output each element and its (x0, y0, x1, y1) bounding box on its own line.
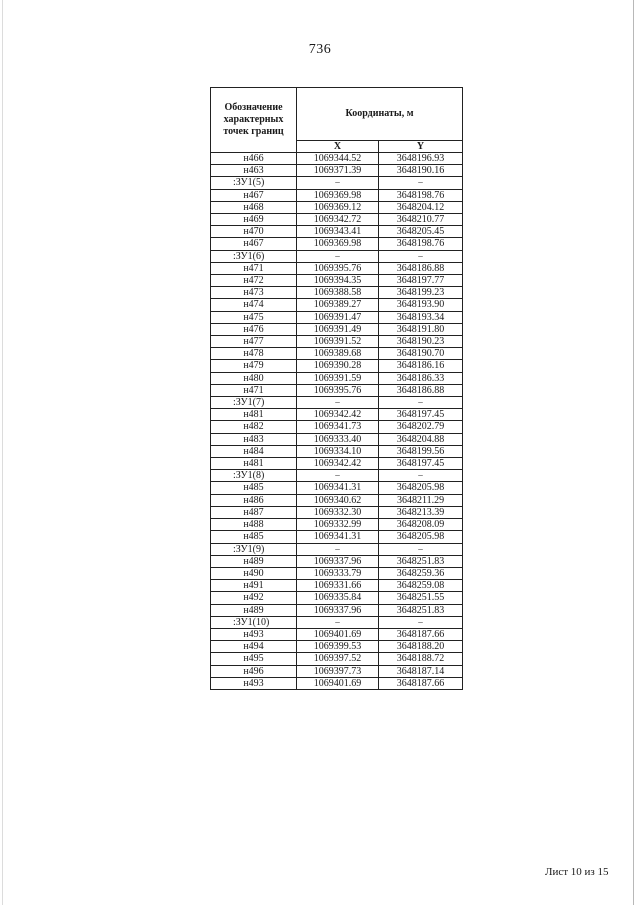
y-coordinate-cell: 3648187.14 (379, 665, 463, 677)
y-coordinate-cell: 3648198.76 (379, 238, 463, 250)
section-row (211, 177, 463, 189)
table-row (211, 653, 463, 665)
x-coordinate-cell: 1069343.41 (297, 226, 379, 238)
point-name-cell: н466 (211, 153, 297, 165)
point-name-cell: н470 (211, 226, 297, 238)
y-coordinate-cell: – (379, 616, 463, 628)
x-coordinate-cell: 1069391.52 (297, 336, 379, 348)
table-row (211, 421, 463, 433)
section-name-cell: :ЗУ1(9) (211, 543, 297, 555)
y-coordinate-cell: 3648196.93 (379, 153, 463, 165)
table-row (211, 189, 463, 201)
header-designation: Обозначение характерных точек границ (211, 88, 297, 153)
section-row (211, 397, 463, 409)
section-row (211, 250, 463, 262)
table-row (211, 214, 463, 226)
section-row (211, 616, 463, 628)
x-coordinate-cell: 1069390.28 (297, 360, 379, 372)
y-coordinate-cell: 3648259.08 (379, 580, 463, 592)
y-coordinate-cell: 3648186.33 (379, 372, 463, 384)
y-coordinate-cell: 3648208.09 (379, 519, 463, 531)
table-row (211, 299, 463, 311)
point-name-cell: н483 (211, 433, 297, 445)
table-row (211, 348, 463, 360)
point-name-cell: н471 (211, 384, 297, 396)
section-name-cell: :ЗУ1(7) (211, 397, 297, 409)
point-name-cell: н474 (211, 299, 297, 311)
x-coordinate-cell: – (297, 250, 379, 262)
table-row (211, 458, 463, 470)
point-name-cell: н492 (211, 592, 297, 604)
point-name-cell: н480 (211, 372, 297, 384)
point-name-cell: н467 (211, 189, 297, 201)
x-coordinate-cell: 1069369.98 (297, 189, 379, 201)
x-coordinate-cell: 1069395.76 (297, 384, 379, 396)
point-name-cell: н463 (211, 165, 297, 177)
x-coordinate-cell: 1069371.39 (297, 165, 379, 177)
x-coordinate-cell: 1069340.62 (297, 494, 379, 506)
y-coordinate-cell: 3648199.23 (379, 287, 463, 299)
y-coordinate-cell: 3648188.20 (379, 641, 463, 653)
x-coordinate-cell: 1069397.52 (297, 653, 379, 665)
x-coordinate-cell: 1069341.73 (297, 421, 379, 433)
y-coordinate-cell: 3648197.45 (379, 409, 463, 421)
point-name-cell: н473 (211, 287, 297, 299)
y-coordinate-cell: 3648259.36 (379, 567, 463, 579)
x-coordinate-cell: 1069341.31 (297, 482, 379, 494)
section-row (211, 470, 463, 482)
table-row (211, 384, 463, 396)
x-coordinate-cell: 1069401.69 (297, 628, 379, 640)
y-coordinate-cell: 3648186.88 (379, 384, 463, 396)
y-coordinate-cell: 3648193.34 (379, 311, 463, 323)
table-row (211, 360, 463, 372)
point-name-cell: н475 (211, 311, 297, 323)
coordinates-table (210, 87, 463, 690)
y-coordinate-cell: 3648202.79 (379, 421, 463, 433)
y-coordinate-cell: 3648187.66 (379, 677, 463, 689)
point-name-cell: н491 (211, 580, 297, 592)
table-row (211, 665, 463, 677)
table-row (211, 580, 463, 592)
x-coordinate-cell: 1069344.52 (297, 153, 379, 165)
x-coordinate-cell: 1069333.40 (297, 433, 379, 445)
y-coordinate-cell: 3648197.45 (379, 458, 463, 470)
point-name-cell: н482 (211, 421, 297, 433)
section-name-cell: :ЗУ1(6) (211, 250, 297, 262)
y-coordinate-cell: 3648197.77 (379, 275, 463, 287)
table-row (211, 641, 463, 653)
x-coordinate-cell: – (297, 470, 379, 482)
x-coordinate-cell: – (297, 616, 379, 628)
point-name-cell: н486 (211, 494, 297, 506)
y-coordinate-cell: 3648190.70 (379, 348, 463, 360)
point-name-cell: н472 (211, 275, 297, 287)
table-row (211, 604, 463, 616)
point-name-cell: н479 (211, 360, 297, 372)
x-coordinate-cell: 1069389.27 (297, 299, 379, 311)
x-coordinate-cell: 1069394.35 (297, 275, 379, 287)
point-name-cell: н485 (211, 531, 297, 543)
table-row (211, 531, 463, 543)
point-name-cell: н487 (211, 506, 297, 518)
section-name-cell: :ЗУ1(8) (211, 470, 297, 482)
y-coordinate-cell: 3648186.16 (379, 360, 463, 372)
point-name-cell: н489 (211, 604, 297, 616)
y-coordinate-cell: 3648199.56 (379, 445, 463, 457)
x-coordinate-cell: 1069333.79 (297, 567, 379, 579)
y-coordinate-cell: 3648205.45 (379, 226, 463, 238)
y-coordinate-cell: 3648190.23 (379, 336, 463, 348)
x-coordinate-cell: – (297, 177, 379, 189)
point-name-cell: н469 (211, 214, 297, 226)
section-name-cell: :ЗУ1(10) (211, 616, 297, 628)
header-y: Y (379, 140, 463, 152)
x-coordinate-cell: 1069335.84 (297, 592, 379, 604)
table-row (211, 506, 463, 518)
y-coordinate-cell: 3648251.83 (379, 604, 463, 616)
y-coordinate-cell: 3648186.88 (379, 262, 463, 274)
x-coordinate-cell: 1069334.10 (297, 445, 379, 457)
x-coordinate-cell: 1069332.99 (297, 519, 379, 531)
x-coordinate-cell: 1069342.42 (297, 409, 379, 421)
point-name-cell: н496 (211, 665, 297, 677)
point-name-cell: н484 (211, 445, 297, 457)
y-coordinate-cell: 3648213.39 (379, 506, 463, 518)
page-edge-right (633, 0, 634, 905)
point-name-cell: н494 (211, 641, 297, 653)
point-name-cell: н478 (211, 348, 297, 360)
x-coordinate-cell: 1069391.49 (297, 323, 379, 335)
section-name-cell: :ЗУ1(5) (211, 177, 297, 189)
table-row (211, 677, 463, 689)
x-coordinate-cell: 1069397.73 (297, 665, 379, 677)
x-coordinate-cell: 1069391.59 (297, 372, 379, 384)
x-coordinate-cell: 1069401.69 (297, 677, 379, 689)
table-row (211, 555, 463, 567)
x-coordinate-cell: 1069337.96 (297, 555, 379, 567)
table-row (211, 275, 463, 287)
point-name-cell: н489 (211, 555, 297, 567)
table-row (211, 336, 463, 348)
table-row (211, 592, 463, 604)
point-name-cell: н488 (211, 519, 297, 531)
x-coordinate-cell: 1069369.98 (297, 238, 379, 250)
y-coordinate-cell: 3648210.77 (379, 214, 463, 226)
x-coordinate-cell: – (297, 543, 379, 555)
table-row (211, 153, 463, 165)
coordinates-table-body (211, 153, 463, 690)
table-row (211, 287, 463, 299)
x-coordinate-cell: – (297, 397, 379, 409)
table-row (211, 311, 463, 323)
point-name-cell: н481 (211, 409, 297, 421)
point-name-cell: н467 (211, 238, 297, 250)
y-coordinate-cell: 3648191.80 (379, 323, 463, 335)
y-coordinate-cell: 3648211.29 (379, 494, 463, 506)
x-coordinate-cell: 1069399.53 (297, 641, 379, 653)
header-x: X (297, 140, 379, 152)
point-name-cell: н485 (211, 482, 297, 494)
sheet-label: Лист 10 из 15 (545, 866, 609, 878)
x-coordinate-cell: 1069341.31 (297, 531, 379, 543)
point-name-cell: н481 (211, 458, 297, 470)
point-name-cell: н471 (211, 262, 297, 274)
y-coordinate-cell: 3648193.90 (379, 299, 463, 311)
header-coordinates: Координаты, м (297, 88, 463, 141)
section-row (211, 543, 463, 555)
table-row (211, 628, 463, 640)
x-coordinate-cell: 1069395.76 (297, 262, 379, 274)
table-row (211, 567, 463, 579)
point-name-cell: н495 (211, 653, 297, 665)
table-row (211, 409, 463, 421)
table-row (211, 445, 463, 457)
x-coordinate-cell: 1069342.72 (297, 214, 379, 226)
point-name-cell: н493 (211, 628, 297, 640)
x-coordinate-cell: 1069332.30 (297, 506, 379, 518)
point-name-cell: н477 (211, 336, 297, 348)
y-coordinate-cell: 3648204.88 (379, 433, 463, 445)
x-coordinate-cell: 1069389.68 (297, 348, 379, 360)
y-coordinate-cell: – (379, 397, 463, 409)
table-row (211, 519, 463, 531)
page-edge-left (2, 0, 3, 905)
table-row (211, 372, 463, 384)
y-coordinate-cell: 3648188.72 (379, 653, 463, 665)
table-row (211, 238, 463, 250)
y-coordinate-cell: – (379, 543, 463, 555)
table-row (211, 201, 463, 213)
point-name-cell: н476 (211, 323, 297, 335)
y-coordinate-cell: 3648205.98 (379, 531, 463, 543)
x-coordinate-cell: 1069369.12 (297, 201, 379, 213)
y-coordinate-cell: 3648251.83 (379, 555, 463, 567)
point-name-cell: н493 (211, 677, 297, 689)
x-coordinate-cell: 1069391.47 (297, 311, 379, 323)
y-coordinate-cell: 3648204.12 (379, 201, 463, 213)
table-row (211, 165, 463, 177)
table-row (211, 323, 463, 335)
table-row (211, 433, 463, 445)
table-row (211, 226, 463, 238)
page-number: 736 (308, 42, 332, 57)
point-name-cell: н468 (211, 201, 297, 213)
y-coordinate-cell: – (379, 250, 463, 262)
x-coordinate-cell: 1069388.58 (297, 287, 379, 299)
point-name-cell: н490 (211, 567, 297, 579)
y-coordinate-cell: 3648198.76 (379, 189, 463, 201)
y-coordinate-cell: 3648205.98 (379, 482, 463, 494)
y-coordinate-cell: 3648251.55 (379, 592, 463, 604)
x-coordinate-cell: 1069342.42 (297, 458, 379, 470)
table-row (211, 494, 463, 506)
x-coordinate-cell: 1069337.96 (297, 604, 379, 616)
table-row (211, 482, 463, 494)
y-coordinate-cell: 3648187.66 (379, 628, 463, 640)
y-coordinate-cell: 3648190.16 (379, 165, 463, 177)
y-coordinate-cell: – (379, 470, 463, 482)
y-coordinate-cell: – (379, 177, 463, 189)
x-coordinate-cell: 1069331.66 (297, 580, 379, 592)
table-row (211, 262, 463, 274)
